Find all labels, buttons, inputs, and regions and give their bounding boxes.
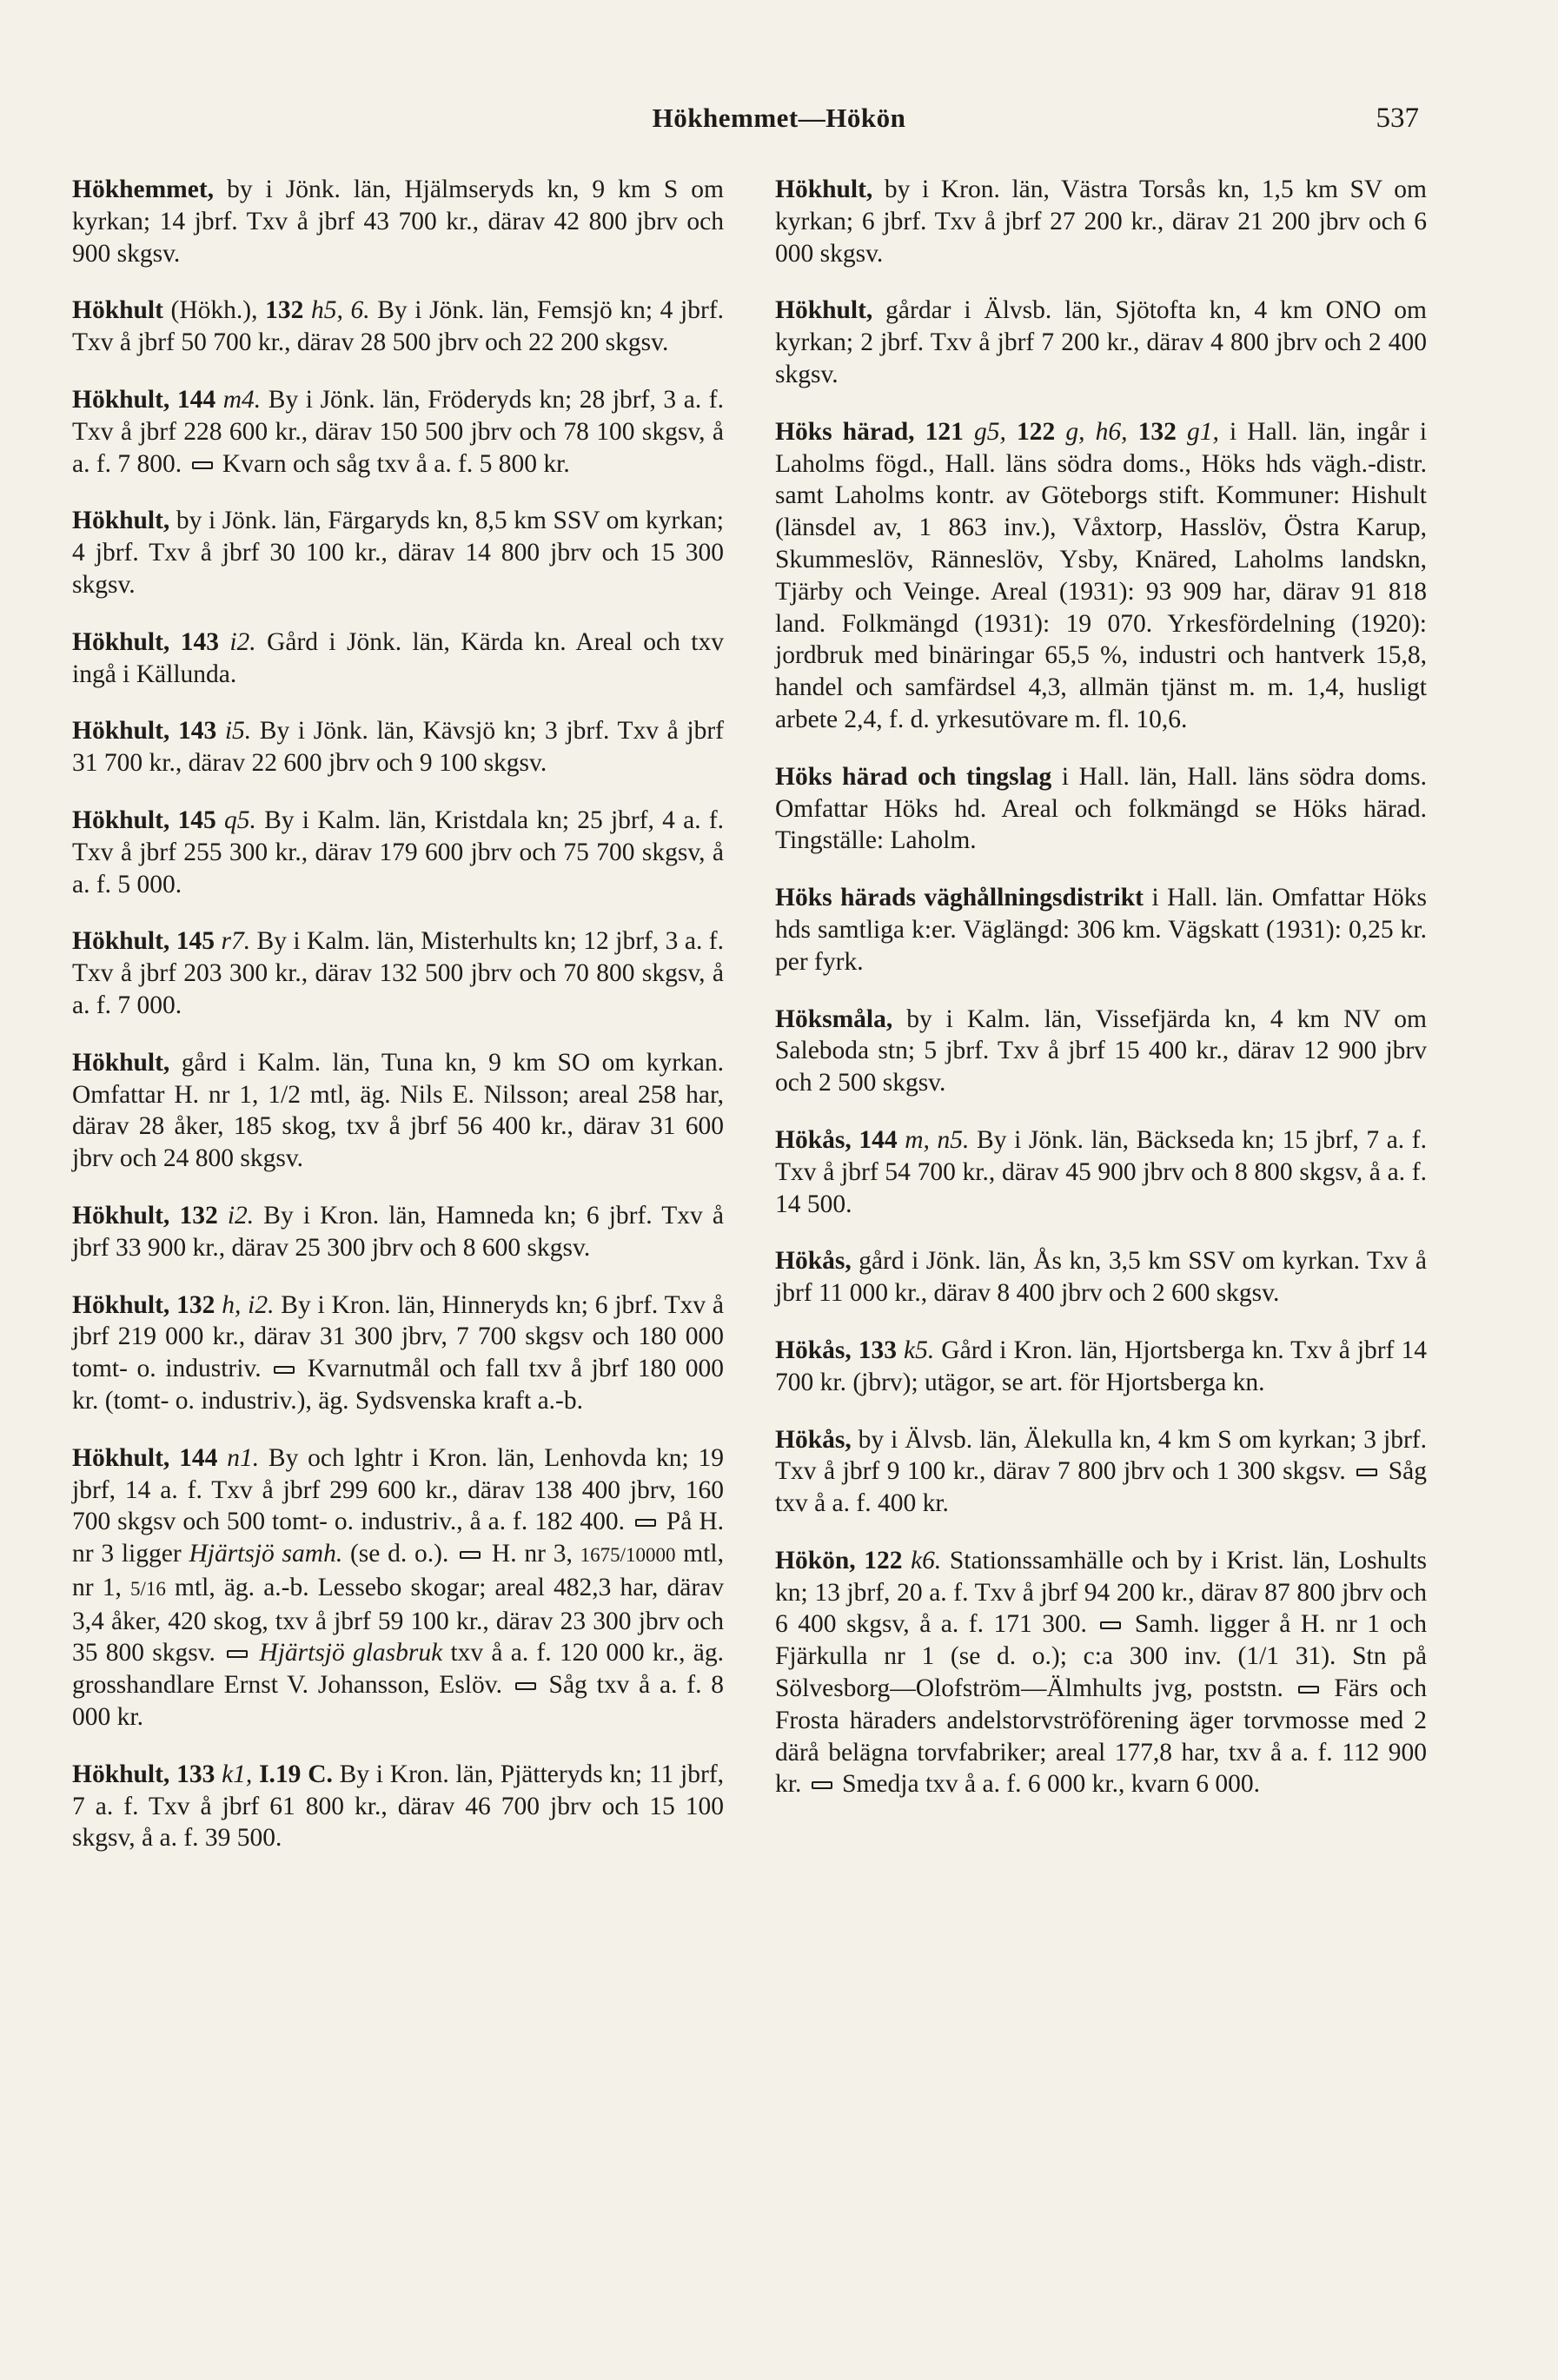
entry-text: Gård i Kron. län, Hjortsberga kn. Txv å jbrf 14 700 kr. (jbrv); utägor, se art. för Hjortsberga kn.	[775, 1336, 1427, 1396]
entry-text: By i Kalm. län, Kristdala kn; 25 jbrf, 4 a. f. Txv å jbrf 255 300 kr., därav 179 600 jbrv och 75 700 skgsv, å a. f. 5 000.	[72, 805, 725, 898]
entry-headword: Hökhult, 143	[72, 717, 217, 746]
entry-italic: n1.	[227, 1443, 260, 1472]
entry-headword: Hökås,	[775, 1425, 852, 1454]
entry-text: By i Kalm. län, Misterhults kn; 12 jbrf, 3 a. f. Txv å jbrf 203 300 kr., därav 132 500 jbrv och 70 800 skgsv, å a. f. 7 000.	[72, 927, 724, 1019]
entry-headword: Höksmåla,	[775, 1004, 893, 1033]
entry-text: By i Kron. län, Hinneryds kn; 6 jbrf. Txv å jbrf 219 000 kr., därav 31 300 jbrv, 7 700 skgsv och 180 000 tomt- o. industriv.	[72, 1290, 724, 1383]
entry-fraction: 1675/10000	[580, 1544, 676, 1567]
entry-text: På H. nr 3 ligger	[72, 1508, 725, 1568]
entry-text: i Hall. län, Hall. läns södra doms. Omfattar Höks hd. Areal och folkmängd se Höks härad. Tingställe: Laholm.	[775, 762, 1427, 855]
entry-text: By i Jönk. län, Femsjö kn; 4 jbrf. Txv å jbrf 50 700 kr., därav 28 500 jbrv och 22 200 skgsv.	[72, 296, 725, 357]
entry-italic: h, i2.	[222, 1290, 275, 1319]
entry-italic: q5.	[224, 805, 256, 834]
dictionary-entry	[775, 174, 1427, 269]
entry-text: (Hökh.),	[162, 296, 266, 325]
dictionary-entry	[775, 1245, 1427, 1309]
entry-text: Såg txv å a. f. 8 000 kr.	[72, 1671, 724, 1732]
entry-text: txv å a. f. 120 000 kr., äg. grosshandlare Ernst V. Johansson, Eslöv.	[72, 1639, 725, 1700]
entry-headword: Hökhult, 132	[72, 1290, 215, 1319]
entry-text: by i Kron. län, Västra Torsås kn, 1,5 km SV om kyrkan; 6 jbrf. Txv å jbrf 27 200 kr., därav 21 200 jbrv och 6 000 skgsv.	[775, 176, 1427, 268]
dictionary-entry	[775, 1424, 1427, 1520]
entry-text	[252, 1760, 259, 1788]
rectangle-symbol-icon	[515, 1682, 536, 1690]
dictionary-entry	[72, 174, 724, 269]
entry-headword: Hökön, 122	[775, 1546, 903, 1575]
entry-headword: Hökhult,	[775, 176, 873, 203]
entry-text: by i Älvsb. län, Älekulla kn, 4 km S om kyrkan; 3 jbrf. Txv å jbrf 9 100 kr., därav 7 800 jbrv och 1 300 skgsv.	[775, 1425, 1427, 1486]
entry-text: By i Jönk. län, Kävsjö kn; 3 jbrf. Txv å jbrf 31 700 kr., därav 22 600 jbrv och 9 100 skgsv.	[72, 717, 724, 778]
entry-text	[218, 1202, 228, 1230]
entry-text	[1127, 418, 1137, 446]
entry-italic: i5.	[224, 717, 252, 746]
entry-text	[897, 1336, 904, 1364]
entry-text	[219, 628, 229, 656]
dictionary-entry	[775, 1335, 1427, 1399]
entry-headword: Höks härad och tingslag	[775, 762, 1052, 791]
entry-headword: Hökhult, 144	[72, 385, 216, 414]
entry-text: gård i Jönk. län, Ås kn, 3,5 km SSV om kyrkan. Txv å jbrf 11 000 kr., därav 8 400 jbrv och 2 600 skgsv.	[775, 1247, 1427, 1308]
entry-headword: Hökhult, 144	[72, 1443, 218, 1472]
dictionary-entry	[72, 384, 724, 480]
dictionary-entry	[775, 1004, 1427, 1099]
rectangle-symbol-icon	[460, 1551, 481, 1559]
entry-text	[1177, 418, 1187, 446]
entry-text: mtl, nr 1,	[72, 1540, 724, 1601]
page-number: 537	[1376, 103, 1419, 134]
dictionary-entry	[72, 1200, 724, 1264]
dictionary-entry	[775, 1545, 1427, 1800]
entry-text: (se d. o.).	[342, 1540, 457, 1568]
entry-text: H. nr 3,	[484, 1540, 580, 1568]
rectangle-symbol-icon	[192, 461, 213, 469]
entry-italic: r7.	[221, 927, 251, 956]
entry-text: By och lghtr i Kron. län, Lenhovda kn; 19 jbrf, 14 a. f. Txv å jbrf 299 600 kr., därav 138 400 jbrv, 160 700 skgsv och 500 tomt- o. industriv., å a. f. 182 400.	[72, 1443, 724, 1536]
entry-italic: k6.	[911, 1546, 942, 1575]
entry-text: i Hall. län. Omfattar Höks hds samtliga k:er. Väglängd: 306 km. Vägskatt (1931): 0,25 kr. per fyrk.	[775, 884, 1428, 976]
entry-text	[217, 1444, 227, 1472]
entry-text	[303, 296, 311, 324]
entry-headword: 132	[265, 296, 304, 325]
entry-text	[215, 1760, 222, 1788]
dictionary-entry	[72, 805, 724, 900]
entry-headword: Hökhult,	[72, 507, 170, 535]
entry-text: by i Jönk. län, Färgaryds kn, 8,5 km SSV om kyrkan; 4 jbrf. Txv å jbrf 30 100 kr., därav 14 800 jbrv och 15 300 skgsv.	[72, 507, 724, 599]
entry-italic: Hjärtsjö samh.	[189, 1540, 343, 1568]
dictionary-entry	[72, 1047, 724, 1175]
entry-headword: Hökås,	[775, 1247, 852, 1276]
entry-headword: Hökhult,	[72, 1048, 170, 1077]
entry-headword: Hökhult, 145	[72, 927, 215, 956]
rectangle-symbol-icon	[274, 1366, 295, 1374]
entry-headword: I.19 C.	[259, 1760, 333, 1788]
entry-italic: Hjärtsjö glasbruk	[259, 1639, 443, 1667]
entry-fraction: 5/16	[129, 1577, 166, 1600]
entry-headword: 132	[1137, 417, 1177, 446]
entry-text: mtl, äg. a.-b. Lessebo skogar; areal 482,3 har, därav 3,4 åker, 420 skog, txv å jbrf 59 100 kr., därav 23 300 jbrv och 35 800 skgsv.	[72, 1573, 724, 1667]
entry-headword: 122	[1016, 417, 1056, 446]
entry-text	[216, 806, 224, 834]
entry-italic: g1,	[1186, 417, 1219, 446]
entry-text	[1055, 418, 1065, 446]
entry-text: by i Kalm. län, Vissefjärda kn, 4 km NV om Saleboda stn; 5 jbrf. Txv å jbrf 15 400 kr., därav 12 900 jbrv och 2 500 skgsv.	[775, 1004, 1427, 1097]
rectangle-symbol-icon	[227, 1650, 248, 1658]
left-column	[72, 174, 724, 1879]
entry-italic: i2.	[229, 627, 256, 656]
entry-text	[898, 1126, 905, 1154]
entry-headword: Hökhult,	[775, 296, 873, 325]
dictionary-entry	[775, 416, 1427, 736]
rectangle-symbol-icon	[635, 1519, 656, 1527]
dictionary-entry	[72, 295, 724, 359]
entry-text: Stationssamhälle och by i Krist. län, Loshults kn; 13 jbrf, 20 a. f. Txv å jbrf 94 200 kr., därav 87 800 jbrv och 6 400 skgsv, å a. f. 171 300.	[775, 1546, 1428, 1639]
rectangle-symbol-icon	[1298, 1686, 1319, 1694]
rectangle-symbol-icon	[1356, 1468, 1377, 1476]
entry-italic: g, h6,	[1065, 417, 1128, 446]
entry-text	[964, 418, 974, 446]
entry-text: gårdar i Älvsb. län, Sjötofta kn, 4 km ONO om kyrkan; 2 jbrf. Txv å jbrf 7 200 kr., därav 4 800 jbrv och 2 400 skgsv.	[775, 296, 1427, 388]
entry-headword: Hökhult, 143	[72, 627, 219, 656]
entry-text	[902, 1547, 911, 1575]
dictionary-entry	[72, 715, 724, 779]
entry-text: By i Kron. län, Hamneda kn; 6 jbrf. Txv å jbrf 33 900 kr., därav 25 300 jbrv och 8 600 skgsv.	[72, 1201, 725, 1262]
dictionary-entry	[775, 295, 1427, 390]
entry-headword: Hökhemmet,	[72, 176, 215, 203]
entry-headword: Hökås, 144	[775, 1125, 898, 1154]
entry-text: i Hall. län, ingår i Laholms fögd., Hall. läns södra doms., Höks hds vägh.-distr. samt Laholms kontr. av Göteborgs stift. Kommuner: Hishult (länsdel av, 1 863 inv.), Våxtorp, Hasslöv, Östra Karup, Skummeslöv, Ränneslöv, Ysby, Knäred, Laholms landskn, Tjärby och Veinge. Areal (1931): 93 909 har, därav 91 818 land. Folkmängd (1931): 19 070. Yrkesfördelning (1920): jordbruk med binäringar 65,5 %, industri och hantverk 15,8, handel och samfärdsel 4,3, allmän tjänst m. m. 1,4, husligt arbete 2,4, f. d. yrkesutövare m. fl. 10,6.	[775, 417, 1428, 733]
entry-headword: Höks härads väghållningsdistrikt	[775, 884, 1144, 912]
entry-text: Gård i Jönk. län, Kärda kn. Areal och txv ingå i Källunda.	[72, 627, 724, 688]
page-header	[0, 103, 1558, 155]
dictionary-entry	[775, 1124, 1427, 1220]
entry-text	[1006, 418, 1017, 446]
entry-text: Kvarn och såg txv å a. f. 5 800 kr.	[215, 449, 570, 478]
entry-text: By i Kron. län, Pjätteryds kn; 11 jbrf, 7 a. f. Txv å jbrf 61 800 kr., därav 46 700 jbrv och 15 100 skgsv, å a. f. 39 500.	[72, 1760, 725, 1853]
entry-text: Kvarnutmål och fall txv å jbrf 180 000 kr. (tomt- o. industriv.), äg. Sydsvenska kraft a.-b.	[72, 1355, 724, 1415]
entry-headword: Hökhult	[72, 296, 163, 325]
entry-text: Samh. ligger å H. nr 1 och Fjärkulla nr 1 (se d. o.); c:a 300 inv. (1/1 31). Stn på Sölvesborg—Olofström—Älmhults jvg, poststn.	[775, 1610, 1427, 1703]
rectangle-symbol-icon	[1100, 1621, 1121, 1629]
right-column	[775, 174, 1427, 1826]
entry-text: by i Jönk. län, Hjälmseryds kn, 9 km S om kyrkan; 14 jbrf. Txv å jbrf 43 700 kr., därav 42 800 jbrv och 900 skgsv.	[72, 176, 724, 268]
entry-italic: k5.	[904, 1336, 935, 1364]
dictionary-entry	[775, 761, 1427, 857]
entry-text: By i Jönk. län, Bäckseda kn; 15 jbrf, 7 a. f. Txv å jbrf 54 700 kr., därav 45 900 jbrv och 8 800 skgsv, å a. f. 14 500.	[775, 1125, 1427, 1218]
entry-italic: h5, 6.	[311, 296, 370, 325]
entry-text: Färs och Frosta häraders andelstorvströförening äger torvmosse med 2 därå belägna torvfabriker; areal 177,8 har, txv å a. f. 112 900 kr.	[775, 1674, 1428, 1799]
entry-italic: m, n5.	[905, 1125, 970, 1154]
entry-text	[216, 717, 225, 745]
entry-headword: Hökhult, 132	[72, 1201, 218, 1230]
dictionary-entry	[72, 626, 724, 691]
dictionary-entry	[72, 1442, 724, 1734]
dictionary-entry	[72, 925, 724, 1021]
entry-italic: k1,	[222, 1760, 253, 1788]
entry-text: By i Jönk. län, Fröderyds kn; 28 jbrf, 3 a. f. Txv å jbrf 228 600 kr., därav 150 500 jbrv och 78 100 skgsv, å a. f. 7 800.	[72, 385, 725, 478]
entry-text: Såg txv å a. f. 400 kr.	[775, 1457, 1428, 1518]
entry-italic: m4.	[222, 385, 262, 414]
entry-text: Smedja txv å a. f. 6 000 kr., kvarn 6 000.	[835, 1770, 1261, 1799]
entry-headword: Hökhult, 133	[72, 1760, 215, 1788]
running-title: Hökhemmet—Hökön	[652, 103, 906, 133]
dictionary-entry	[72, 505, 724, 600]
entry-text	[251, 1639, 259, 1667]
entry-headword: Höks härad, 121	[775, 417, 964, 446]
entry-text	[215, 386, 223, 414]
entry-headword: Hökhult, 145	[72, 805, 216, 834]
entry-italic: g5,	[973, 417, 1006, 446]
entry-headword: Hökås, 133	[775, 1336, 897, 1364]
dictionary-entry	[72, 1759, 724, 1854]
rectangle-symbol-icon	[812, 1781, 832, 1789]
entry-italic: i2.	[227, 1201, 255, 1230]
dictionary-entry	[72, 1289, 724, 1417]
entry-text: gård i Kalm. län, Tuna kn, 9 km SO om kyrkan. Omfattar H. nr 1, 1/2 mtl, äg. Nils E. Nilsson; areal 258 har, därav 28 åker, 185 skog, txv å jbrf 56 400 kr., därav 31 600 jbrv och 24 800 skgsv.	[72, 1048, 724, 1173]
dictionary-entry	[775, 882, 1427, 978]
